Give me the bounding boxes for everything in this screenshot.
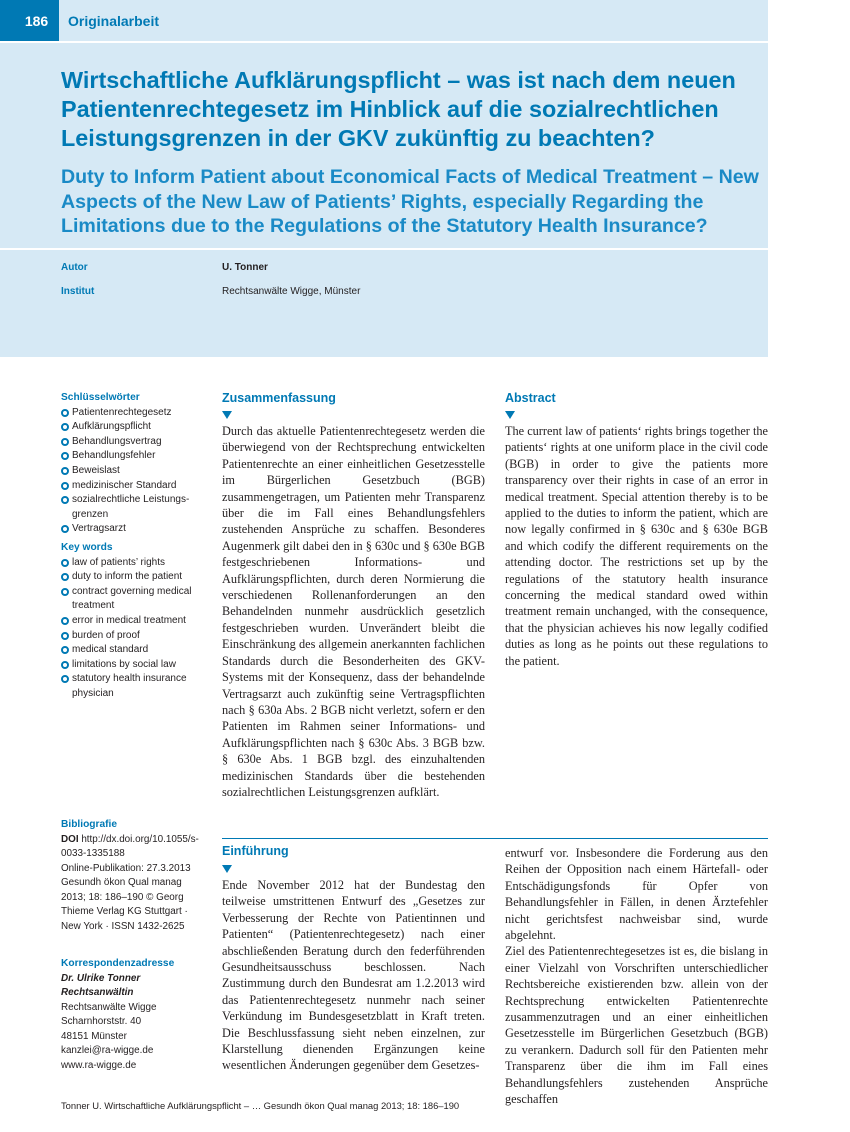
einfuehrung-col2	[505, 845, 768, 1108]
keyword-label: Behandlungsfehler	[72, 450, 156, 462]
bibliography-section	[61, 818, 201, 934]
correspondence-email[interactable]: kanzlei@ra-wigge.de	[61, 1045, 154, 1056]
keyword-item	[61, 464, 201, 479]
journal-info: Gesundh ökon Qual manag 2013; 18: 186–190 © Georg Thieme Verlag KG Stuttgart · New York · ISSN 1432-2625	[61, 877, 188, 932]
paragraph: entwurf vor. Insbesondere die Forderung aus den Reihen der Opposition nach einem Härtefall- oder Entschädigungsfonds für Opfer von Behandlungsfehler in Fällen, in denen Ärztefehler nicht gerichtsfest nachweisbar sind, wurde abgelehnt.	[505, 846, 768, 943]
keyword-label: Patientenrechtegesetz	[72, 406, 172, 418]
keyword-label: Beweislast	[72, 464, 120, 476]
bullet-icon	[61, 632, 69, 640]
keyword-label: contract governing medical treatment	[72, 585, 192, 612]
title-english: Duty to Inform Patient about Economical Facts of Medical Treatment – New Aspects of the New Law of Patients’ Rights, especially Regarding the Limitations due to the Regulations of the Statutory Health Insurance?	[61, 166, 759, 237]
correspondence-city: 48151 Münster	[61, 1030, 127, 1042]
keyword-item	[61, 420, 201, 435]
bullet-icon	[61, 559, 69, 567]
divider	[0, 41, 768, 43]
keyword-label: sozialrechtliche Leistungs-grenzen	[72, 494, 190, 520]
keyword-item	[61, 658, 201, 673]
keyword-item	[61, 556, 201, 571]
correspondence-role: Rechtsanwältin	[61, 987, 134, 998]
keyword-item	[61, 435, 201, 450]
keywords-de-list	[61, 406, 201, 537]
bullet-icon	[61, 661, 69, 669]
correspondence-website[interactable]: www.ra-wigge.de	[61, 1059, 137, 1071]
abstract-heading: Abstract	[505, 391, 556, 405]
bullet-icon	[61, 675, 69, 683]
correspondence-firm: Rechtsanwälte Wigge	[61, 1001, 157, 1013]
keyword-item	[61, 406, 201, 421]
zusammenfassung-text: Durch das aktuelle Patientenrechtegesetz werden die überwiegend von der Rechtsprechung entwickelten Patientenrechte an einer einheitlichen Gesetzesstelle im Bürgerlichen Gesetzbuch (BGB) zusammengetragen, um Patienten mehr Transparenz über die im Fall eines Behandlungsfehlers zustehenden Ansprüche zu schaffen. Besonderes Augenmerk gilt dabei den in § 630c und § 630e BGB festgeschriebenen Informations- und Aufklärungspflichten, durch deren Normierung die verschiedenen Rollenanforderungen an den Behandelnden nunmehr ausdrücklich gesetzlich festgeschrieben wurden. Unverändert bleibt die Einschränkung des allgemein anerkannten fachlichen Standards durch die Besonderheiten des GKV-Systems mit der Konsequenz, dass der behandelnde Vertragsarzt auch zukünftig seine Vertragspflichten nach § 630a Abs. 2 BGB nicht verletzt, sofern er den Patienten im Rahmen seiner Informations- und Aufklärungspflichten nach § 630c Abs. 3 BGB bzw. § 630e Abs. 1 BGB bzgl. des einzuhaltenden medizinischen Standards über die bestehenden sozialrechtlichen Leistungsgrenzen aufklärt.	[222, 424, 485, 799]
page-number: 186	[0, 0, 59, 41]
bullet-icon	[61, 409, 69, 417]
bullet-icon	[61, 467, 69, 475]
bullet-icon	[61, 438, 69, 446]
bullet-icon	[61, 573, 69, 581]
bibliography-heading: Bibliografie	[61, 819, 118, 830]
correspondence-street: Scharnhorststr. 40	[61, 1016, 142, 1027]
keyword-label: law of patients’ rights	[72, 556, 166, 568]
keywords-en-list	[61, 556, 201, 702]
bullet-icon	[61, 588, 69, 596]
doi-label: DOI	[61, 833, 79, 845]
correspondence-name: Dr. Ulrike Tonner	[61, 972, 141, 984]
keyword-label: burden of proof	[72, 629, 140, 641]
institute-value: Rechtsanwälte Wigge, Münster	[222, 286, 361, 297]
divider	[0, 248, 768, 250]
online-publication: Online-Publikation: 27.3.2013	[61, 862, 191, 874]
triangle-down-icon	[222, 411, 232, 419]
correspondence-heading: Korrespondenzadresse	[61, 958, 175, 969]
bullet-icon	[61, 646, 69, 654]
keyword-label: medizinischer Standard	[72, 479, 177, 491]
section-divider	[222, 838, 768, 839]
author-value: U. Tonner	[222, 262, 268, 273]
keyword-label: error in medical treatment	[72, 614, 186, 626]
keywords-en-heading: Key words	[61, 541, 113, 553]
einfuehrung-heading: Einführung	[222, 844, 289, 858]
keyword-item	[61, 522, 201, 537]
keyword-item	[61, 629, 201, 644]
section-label: Originalarbeit	[68, 12, 160, 29]
keyword-label: Behandlungsvertrag	[72, 435, 162, 447]
page-footer: Tonner U. Wirtschaftliche Aufklärungspflicht – … Gesundh ökon Qual manag 2013; 18: 186–190	[61, 1100, 460, 1111]
keyword-item	[61, 643, 201, 658]
keyword-item	[61, 614, 201, 629]
keyword-item	[61, 449, 201, 464]
keyword-item	[61, 570, 201, 585]
keyword-item	[61, 585, 201, 614]
keyword-item	[61, 672, 201, 701]
keyword-item	[61, 493, 201, 522]
keyword-label: duty to inform the patient	[72, 571, 183, 583]
author-label: Autor	[61, 262, 88, 273]
triangle-down-icon	[505, 411, 515, 419]
bullet-icon	[61, 617, 69, 625]
doi-value[interactable]: http://dx.doi.org/10.1055/s-0033-1335188	[61, 833, 199, 859]
zusammenfassung-heading: Zusammenfassung	[222, 391, 336, 405]
bullet-icon	[61, 496, 69, 504]
title-german: Wirtschaftliche Aufklärungspflicht – was ist nach dem neuen Patientenrechtegesetz im Hinblick auf die sozialrechtlichen Leistungsgrenzen in der GKV zukünftig zu beachten?	[61, 67, 736, 151]
keyword-item	[61, 479, 201, 494]
paragraph: Ziel des Patientenrechtegesetzes ist es, die bislang in einer Vielzahl von Vorschriften unterschiedlicher Rechtsbereiche existierenden bzw. allein von der Rechtsprechung entwickelten Patientenrechte zusammenzutragen und an einer einheitlichen Gesetzesstelle im Bürgerlichen Gesetzbuch (BGB) zu verankern. Dadurch soll für den Patienten mehr Transparenz über die ihm im Fall eines Behandlungsfehlers zustehenden Ansprüche geschaffen	[505, 944, 768, 1107]
bullet-icon	[61, 423, 69, 431]
bullet-icon	[61, 525, 69, 533]
keyword-label: limitations by social law	[72, 658, 176, 670]
keyword-label: medical standard	[72, 644, 149, 656]
abstract-text: The current law of patients‘ rights brings together the patients‘ rights at one uniform place in the civil code (BGB) in order to give the patients more transparency over their rights in case of an error in medical treatment. Special attention thereby is to be applied to the duties to inform the patient, which are now legally confirmed in § 630c and § 630e BGB and which codify the different requirements on the attending doctor. The restrictions set up by the regulations of the statutory health insurance concerning the medical standard owed within treatment remain unchanged, with the consequence, that the physician achieves his now legally codified duties as long as he points out these regulations to the patient.	[505, 424, 768, 668]
correspondence-section	[61, 957, 201, 1073]
institute-label: Institut	[61, 286, 95, 297]
keyword-label: statutory health insurance physician	[72, 673, 187, 699]
keyword-label: Aufklärungspflicht	[72, 421, 151, 433]
keyword-label: Vertragsarzt	[72, 523, 126, 535]
bullet-icon	[61, 452, 69, 460]
triangle-down-icon	[222, 865, 232, 873]
keywords-de-heading: Schlüsselwörter	[61, 392, 140, 403]
einfuehrung-col1: Ende November 2012 hat der Bundestag den teilweise umstrittenen Entwurf des „Gesetzes zur Verbesserung der Rechte von Patientinnen und Patienten“ (Patientenrechtegesetz) nach einer abschließenden Beratung durch den federführenden Gesundheitsausschuss beschlossen. Nach Zustimmung durch den Bundesrat am 1.2.2013 wird das Patientenrechtegesetz nunmehr nach seiner Verkündung im Bundesgesetzblatt in Kraft treten. Die Beschlussfassung sieht neben einzelnen, zur Klarstellung dienenden Ergänzungen keine wesentlichen Änderungen gegenüber dem Gesetzes-	[222, 878, 485, 1073]
keywords-section	[61, 391, 201, 701]
bullet-icon	[61, 482, 69, 490]
